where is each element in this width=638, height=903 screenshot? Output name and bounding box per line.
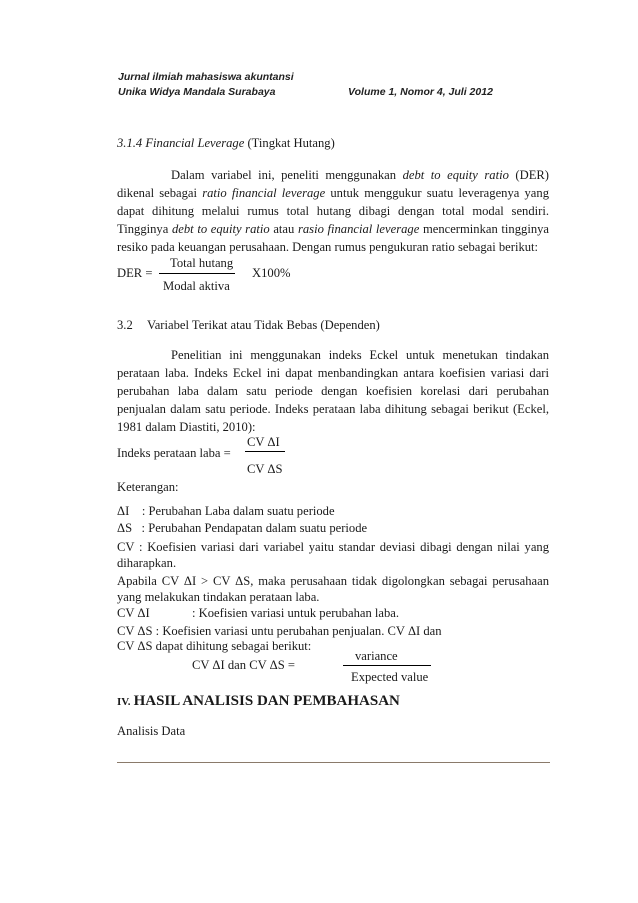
- keterangan-label: Keterangan:: [117, 480, 179, 494]
- eckel-lhs: Indeks perataan laba =: [117, 446, 231, 460]
- journal-university: Unika Widya Mandala Surabaya: [118, 86, 276, 98]
- def-cv-delta-i-term: CV ΔI: [117, 606, 150, 620]
- text-run: dikenal sebagai: [117, 186, 203, 200]
- text-run: atau: [269, 222, 298, 236]
- section-3-2-number: 3.2: [117, 318, 133, 332]
- text-run: (DER): [508, 168, 550, 182]
- def-cv-line-1: CV : Koefisien variasi dari variabel yaitu standar deviasi dibagi dengan nilai yang: [117, 540, 549, 554]
- eckel-paragraph-line-5: 1981 dalam Diastiti, 2010):: [117, 420, 256, 434]
- der-multiplier: X100%: [252, 266, 291, 280]
- cv-fraction-bar: [343, 665, 431, 666]
- text-run: Tingginya: [117, 222, 172, 236]
- cv-calc-intro: CV ΔS dapat dihitung sebagai berikut:: [117, 639, 312, 653]
- eckel-paragraph-line-3: perubahan laba dalam satu periode dengan koefisien korelasi dari perubahan: [117, 384, 549, 398]
- def-delta-s: ΔS : Perubahan Pendapatan dalam suatu periode: [117, 521, 368, 535]
- cv-denominator: Expected value: [351, 670, 429, 684]
- section-4-title: HASIL ANALISIS DAN PEMBAHASAN: [133, 693, 400, 709]
- def-cv-delta-i-desc: : Koefisien variasi untuk perubahan laba.: [192, 606, 400, 620]
- italic-term: debt to equity ratio: [402, 168, 509, 182]
- def-cv-delta-s: CV ΔS : Koefisien variasi untu perubahan penjualan. CV ΔI dan: [117, 624, 442, 638]
- section-4-roman: IV.: [117, 696, 131, 708]
- condition-line-2: yang melakukan tindakan perataan laba.: [117, 590, 320, 604]
- condition-line-1: Apabila CV ΔI > CV ΔS, maka perusahaan tidak digolongkan sebagai perusahaan: [117, 574, 549, 588]
- def-cv-line-2: diharapkan.: [117, 556, 177, 570]
- eckel-paragraph-line-4: penjualan dalam satu periode. Indeks perataan laba dihitung sebagai berikut (Eckel,: [117, 402, 549, 416]
- text-run: Dalam variabel ini, peneliti menggunakan: [171, 168, 403, 182]
- der-denominator: Modal aktiva: [163, 279, 230, 293]
- cv-lhs: CV ΔI dan CV ΔS =: [192, 658, 295, 672]
- eckel-paragraph-line-1: Penelitian ini menggunakan indeks Eckel untuk menetukan tindakan: [171, 348, 549, 362]
- journal-volume: Volume 1, Nomor 4, Juli 2012: [348, 86, 493, 98]
- italic-term: ratio financial leverage: [202, 186, 326, 200]
- journal-name: Jurnal ilmiah mahasiswa akuntansi: [118, 71, 294, 83]
- section-3-2-title: Variabel Terikat atau Tidak Bebas (Dependen): [147, 318, 380, 332]
- section-3-1-4-heading-rest: (Tingkat Hutang): [244, 136, 335, 150]
- der-fraction-bar: [159, 273, 235, 274]
- der-paragraph-line-1: [171, 166, 549, 184]
- analisis-data-subheading: Analisis Data: [117, 724, 186, 738]
- der-numerator: Total hutang: [170, 256, 234, 270]
- section-4-heading: [117, 692, 400, 710]
- eckel-denominator: CV ΔS: [247, 462, 283, 476]
- italic-term: debt to equity ratio: [171, 222, 270, 236]
- section-3-1-4-heading-italic: 3.1.4 Financial Leverage: [117, 136, 245, 150]
- eckel-fraction-bar: [245, 451, 285, 452]
- text-run: untuk menggukur suatu leveragenya yang: [325, 186, 549, 200]
- der-paragraph-line-5: resiko pada keuangan perusahaan. Dengan rumus pengukuran ratio sebagai berikut:: [117, 240, 539, 254]
- text-run: mencerminkan tingginya: [419, 222, 549, 236]
- eckel-numerator: CV ΔI: [247, 435, 280, 449]
- section-3-1-4-heading: [117, 134, 335, 152]
- cv-numerator: variance: [355, 649, 398, 663]
- italic-term: rasio financial leverage: [297, 222, 420, 236]
- der-paragraph-line-2: [117, 184, 549, 202]
- footer-divider: [117, 762, 550, 763]
- eckel-paragraph-line-2: perataan laba. Indeks Eckel ini dapat menbandingkan antara koefisien variasi dari: [117, 366, 549, 380]
- der-paragraph-line-3: dapat dihitung melalui rumus total hutang dibagi dengan total modal sendiri.: [117, 204, 549, 218]
- der-paragraph-line-4: [117, 220, 549, 238]
- der-lhs: DER =: [117, 266, 153, 280]
- def-delta-i: ΔI : Perubahan Laba dalam suatu periode: [117, 504, 335, 518]
